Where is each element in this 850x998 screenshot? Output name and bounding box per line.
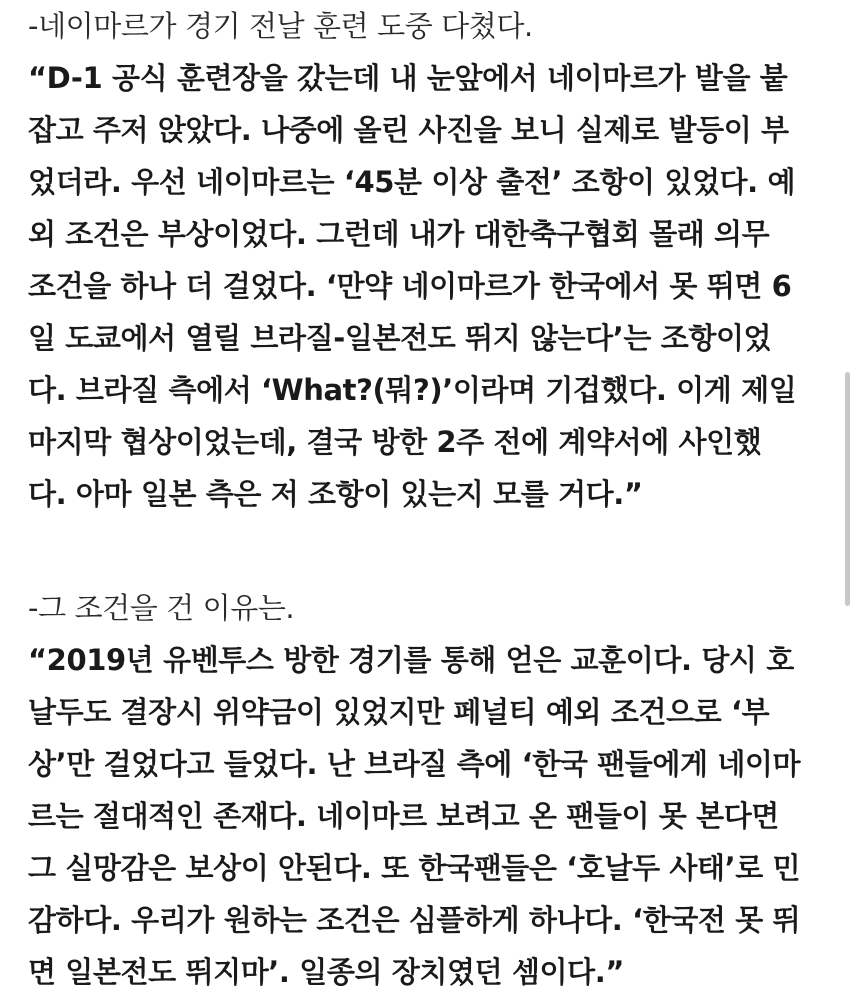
answer-line: “2019년 유벤투스 방한 경기를 통해 얻은 교훈이다. 당시 호 [28,643,794,677]
answer-line: 일 도쿄에서 열릴 브라질-일본전도 뛰지 않는다’는 조항이었 [28,321,772,355]
answer-line: 었더라. 우선 네이마르는 ‘45분 이상 출전’ 조항이 있었다. 예 [28,165,796,199]
answer-line: 르는 절대적인 존재다. 네이마르 보려고 온 팬들이 못 본다면 [28,799,779,833]
answer-line: 조건을 하나 더 걸었다. ‘만약 네이마르가 한국에서 못 뛰면 6 [28,269,792,303]
answer-line: 감하다. 우리가 원하는 조건은 심플하게 하나다. ‘한국전 못 뛰 [28,903,801,937]
article-body [28,0,828,998]
answer-line: 그 실망감은 보상이 안된다. 또 한국팬들은 ‘호날두 사태’로 민 [28,851,801,885]
answer-line: 다. 브라질 측에서 ‘What?(뭐?)’이라며 기겁했다. 이게 제일 [28,373,797,407]
answer-line: 다. 아마 일본 측은 저 조항이 있는지 모를 거다.” [28,477,643,511]
answer-line: 면 일본전도 뛰지마’. 일종의 장치였던 셈이다.” [28,955,625,989]
answer-line: 외 조건은 부상이었다. 그런데 내가 대한축구협회 몰래 의무 [28,217,770,251]
answer-line: “D-1 공식 훈련장을 갔는데 내 눈앞에서 네이마르가 발을 붙 [28,61,788,95]
scrollbar-thumb[interactable] [845,372,850,606]
interview-answer [28,634,828,998]
interview-answer [28,52,828,520]
answer-line: 마지막 협상이었는데, 결국 방한 2주 전에 계약서에 사인했 [28,425,762,459]
answer-line: 날두도 결장시 위약금이 있었지만 페널티 예외 조건으로 ‘부 [28,695,770,729]
paragraph-gap [28,520,828,582]
interview-question: -그 조건을 건 이유는. [28,591,295,625]
answer-line: 잡고 주저 앉았다. 나중에 올린 사진을 보니 실제로 발등이 부 [28,113,789,147]
interview-question: -네이마르가 경기 전날 훈련 도중 다쳤다. [28,9,533,43]
answer-line: 상’만 걸었다고 들었다. 난 브라질 측에 ‘한국 팬들에게 네이마 [28,747,801,781]
